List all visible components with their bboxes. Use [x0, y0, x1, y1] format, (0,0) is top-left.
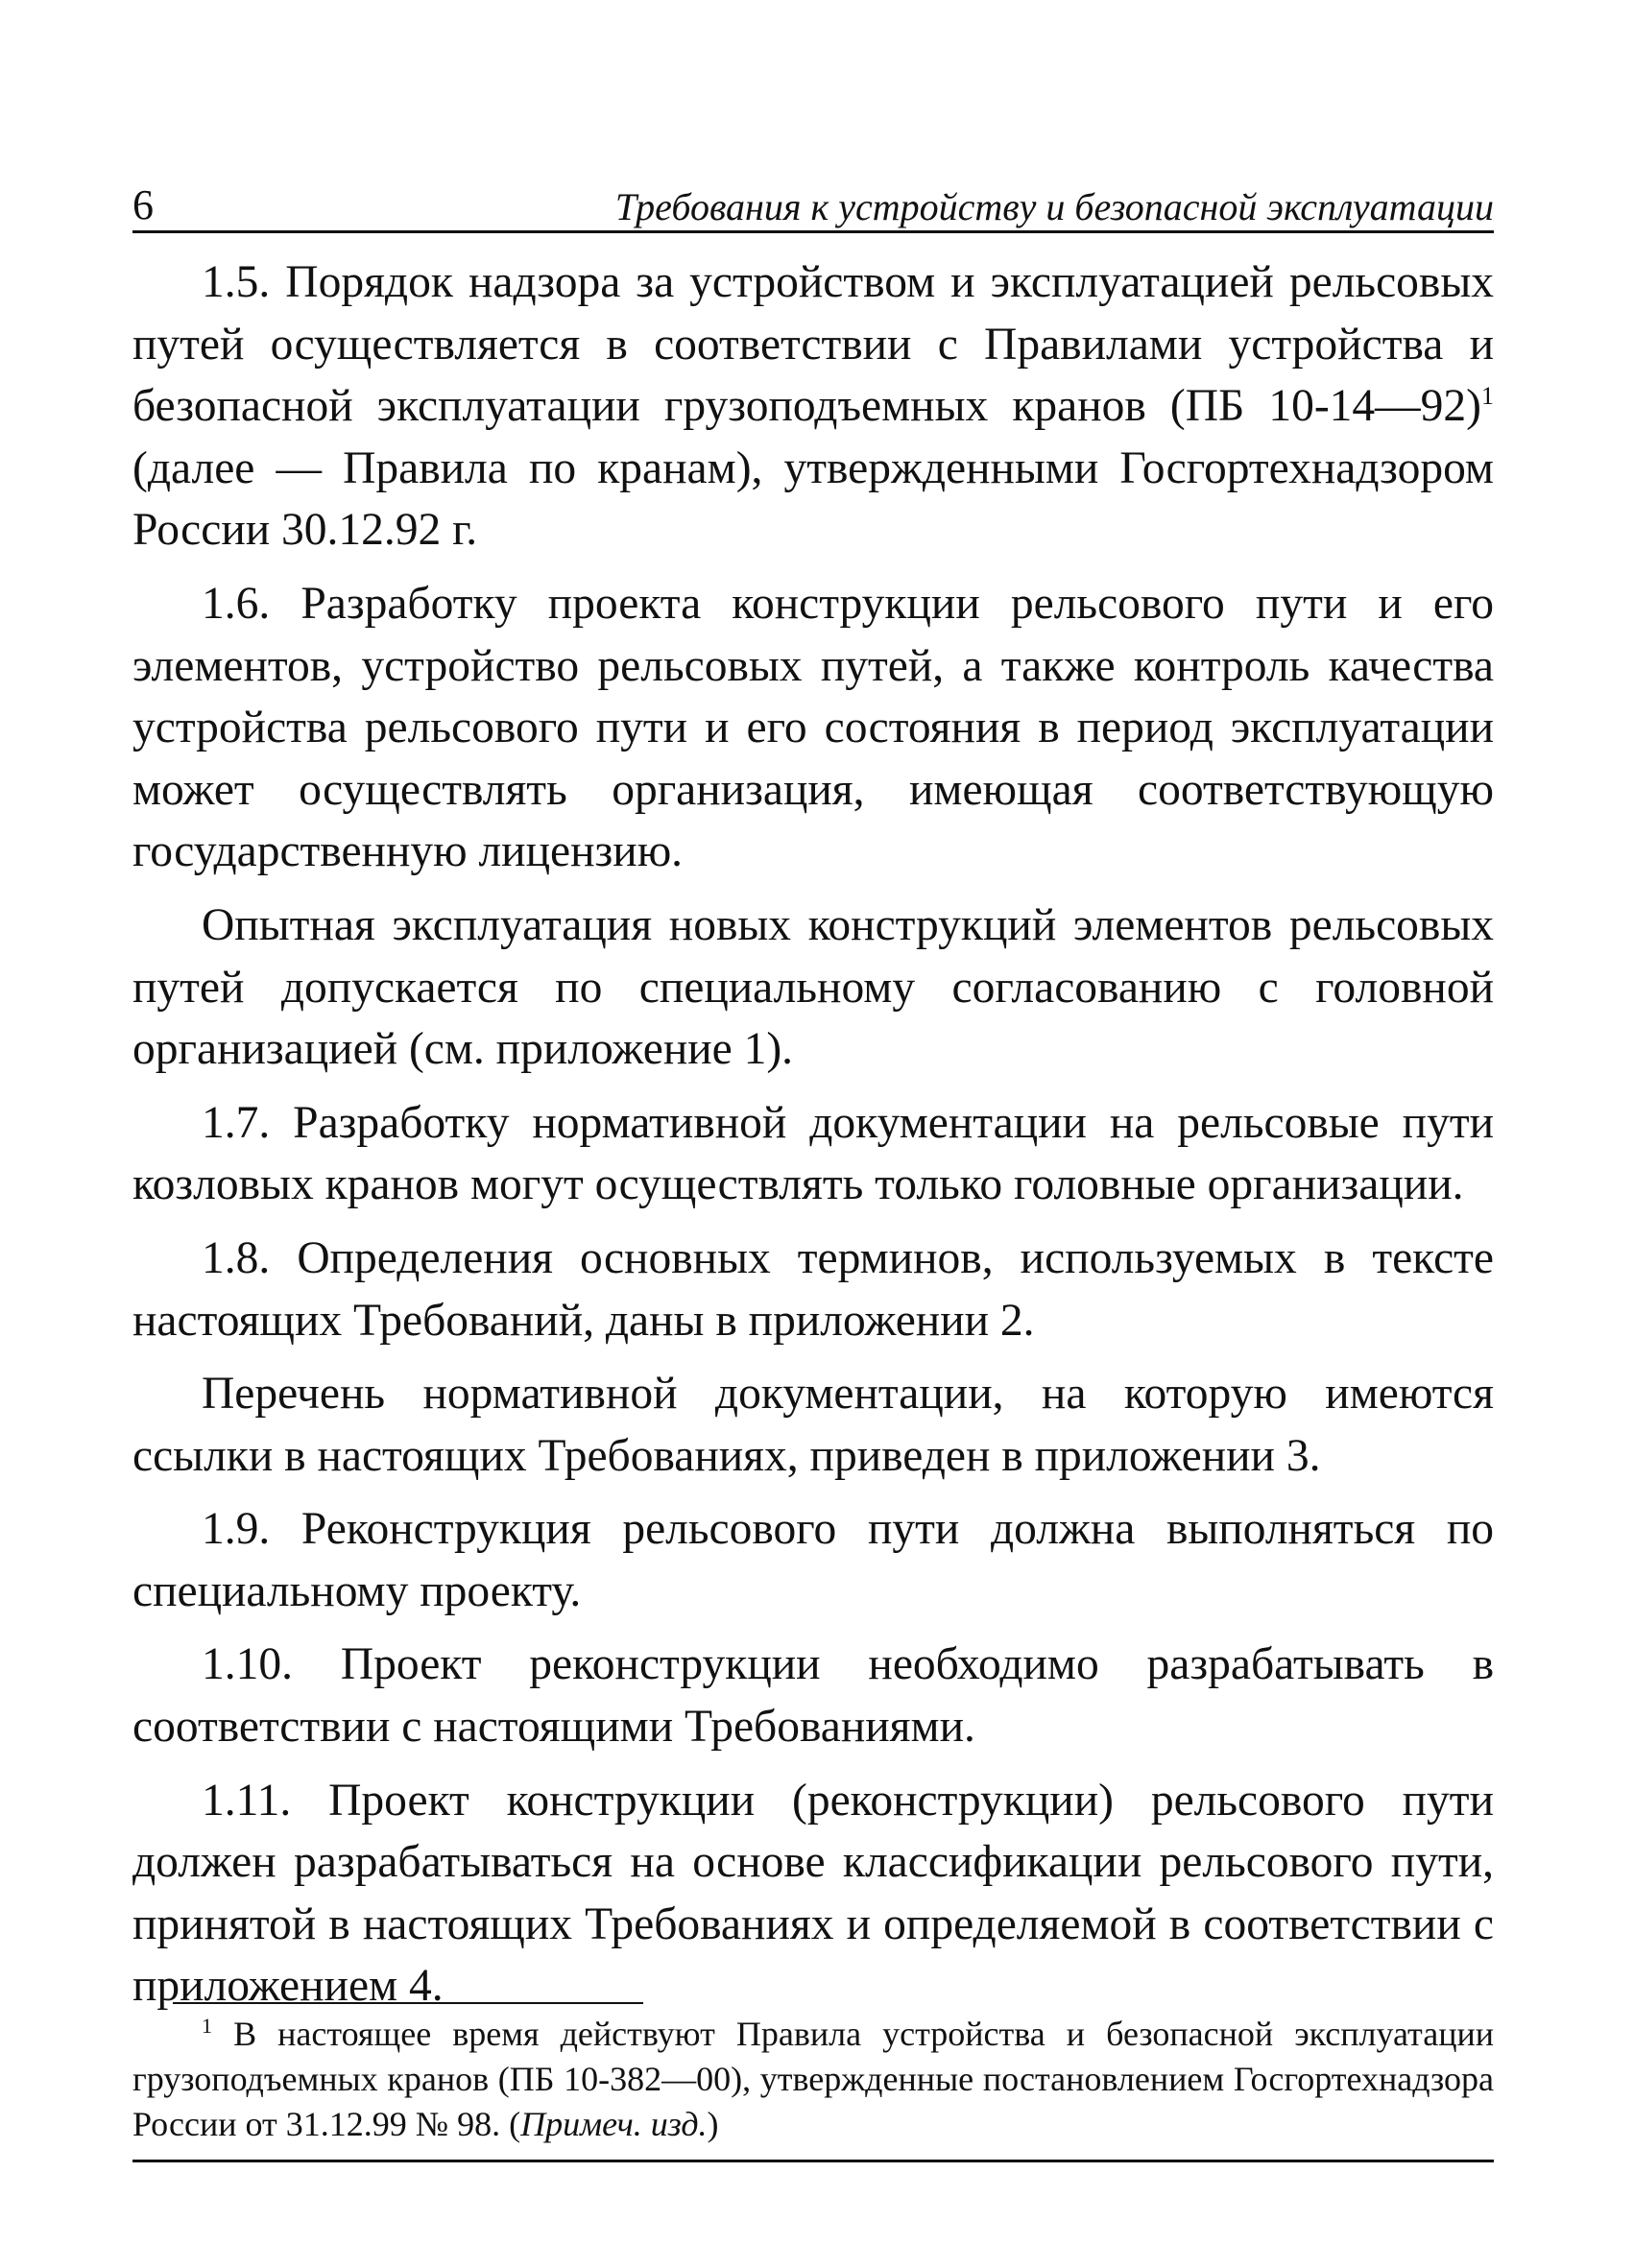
paragraph-1-5-text: 1.5. Порядок надзора за устройством и эксплуатацией рельсовых путей осуществляется в соответствии с Правилами устройства и безопасной эксплуатации грузоподъемных кранов (ПБ 10-14—92)	[132, 257, 1494, 432]
footnote-reference: 1	[1481, 382, 1494, 411]
paragraph-1-6: 1.6. Разработку проекта конструкции рельсового пути и его элементов, устройство рельсовых путей, а также контроль качества устройства рельсового пути и его состояния в период эксплуатации может осуществлять организация, имеющая соответствующую государственную лицензию.	[132, 578, 1494, 877]
footnote	[132, 2012, 1494, 2147]
footnote-editor-note: Примеч. изд.	[520, 2105, 708, 2143]
paragraph-1-6-continued: Опытная эксплуатация новых конструкций элементов рельсовых путей допускается по специальному согласованию с головной организацией (см. приложение 1).	[132, 899, 1494, 1075]
main-text	[132, 251, 1494, 2029]
page-bottom-rule	[132, 2160, 1494, 2162]
footnote-text-main: В настоящее время действуют Правила устройства и безопасной эксплуатации грузоподъемных кранов (ПБ 10-382—00), утвержденные постановлением Госгортехнадзора России от 31.12.99 № 98. (	[132, 2015, 1494, 2143]
paragraph-1-5	[132, 251, 1494, 561]
page-number: 6	[132, 181, 154, 228]
paragraph-1-7: 1.7. Разработку нормативной документации на рельсовые пути козловых кранов могут осуществлять только головные организации.	[132, 1097, 1494, 1210]
page-header	[132, 182, 1494, 233]
paragraph-1-8-continued: Перечень нормативной документации, на которую имеются ссылки в настоящих Требованиях, приведен в приложении 3.	[132, 1369, 1494, 1481]
footnote-text	[132, 2012, 1494, 2147]
paragraph-1-10: 1.10. Проект реконструкции необходимо разрабатывать в соответствии с настоящими Требованиями.	[132, 1639, 1494, 1753]
paragraph-1-11: 1.11. Проект конструкции (реконструкции) рельсового пути должен разрабатываться на основе классификации рельсового пути, принятой в настоящих Требованиях и определяемой в соответствии с приложением 4.	[132, 1775, 1494, 2012]
footnote-text-end: )	[707, 2105, 719, 2143]
paragraph-1-9: 1.9. Реконструкция рельсового пути должна выполняться по специальному проекту.	[132, 1504, 1494, 1616]
paragraph-1-5-continued: (далее — Правила по кранам), утвержденными Госгортехнадзором России 30.12.92 г.	[132, 442, 1494, 556]
running-title: Требования к устройству и безопасной эксплуатации	[614, 185, 1494, 228]
paragraph-1-8: 1.8. Определения основных терминов, используемых в тексте настоящих Требований, даны в приложении 2.	[132, 1232, 1494, 1346]
footnote-marker: 1	[202, 2014, 212, 2038]
footnote-divider	[173, 2002, 643, 2004]
